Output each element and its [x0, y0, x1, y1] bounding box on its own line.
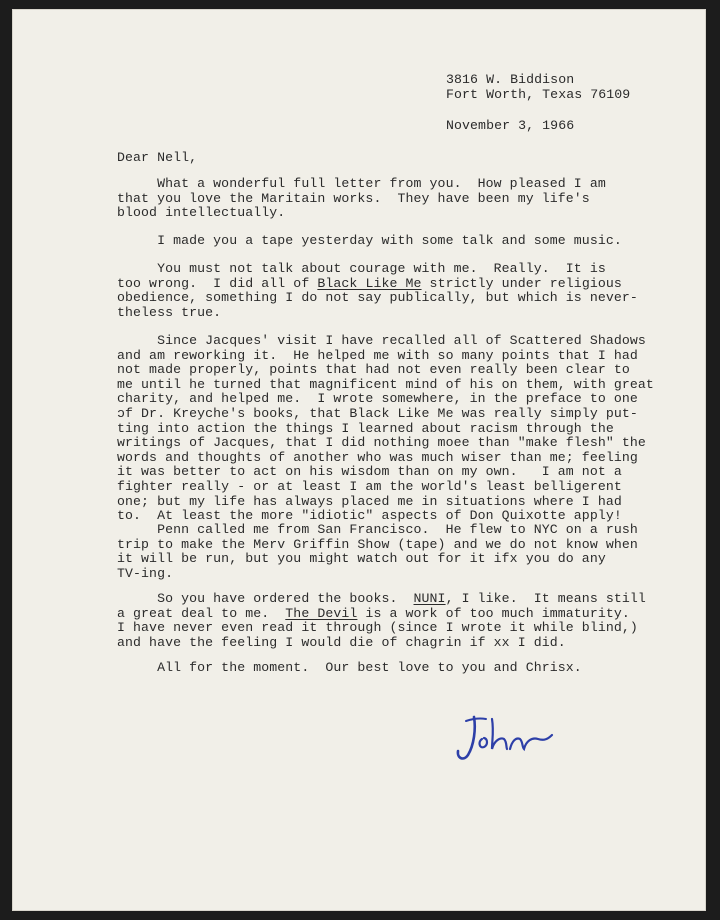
text-line: and am reworking it. He helped me with so many points that I had [117, 347, 638, 363]
text-line: blood intellectually. [117, 205, 286, 221]
text-line: and have the feeling I would die of chagrin if xx I did. [117, 634, 566, 650]
text-line: I have never even read it through (since I wrote it while blind,) [117, 620, 638, 636]
text-line: to. At least the more "idiotic" aspects of Don Quixotte apply! [117, 508, 622, 524]
text-line: not made properly, points that had not even really been clear to [117, 362, 630, 378]
text-line: it will be run, but you might watch out for it ifx you do any [117, 551, 606, 567]
text-line [117, 277, 638, 292]
text-line: You must not talk about courage with me. Really. It is [117, 261, 606, 276]
text-line: writings of Jacques, that I did nothing moee than "make flesh" the [117, 435, 646, 451]
handwritten-signature [452, 709, 562, 769]
text-line: ɔf Dr. Kreyche's books, that Black Like Me was really simply put- [117, 405, 638, 421]
book-title-nuni: NUNI [413, 591, 446, 606]
text-segment: , I like. It means still [445, 591, 646, 606]
text-line: obedience, something I do not say publically, but which is never- [117, 290, 638, 306]
text-line [117, 607, 646, 622]
paragraph-3 [117, 262, 638, 320]
paragraph-4 [117, 334, 654, 524]
text-line: What a wonderful full letter from you. How pleased I am [117, 176, 606, 191]
text-line: one; but my life has always placed me in situations where I had [117, 493, 622, 509]
paragraph-1 [117, 177, 606, 221]
letter-date: November 3, 1966 [446, 118, 575, 133]
text-segment: is a work of too much immaturity. [357, 605, 630, 621]
text-line [117, 592, 646, 607]
text-line: TV-ing. [117, 565, 174, 581]
book-title-black-like-me: Black Like Me [317, 275, 422, 291]
text-line: me until he turned that magnificent mind of his on them, with great [117, 376, 654, 392]
address-line: 3816 W. Biddison [446, 72, 575, 87]
text-line: charity, and helped me. I wrote somewhere, in the preface to one [117, 391, 638, 407]
signature-icon [452, 709, 562, 769]
paragraph-5 [117, 523, 638, 581]
letter-page [12, 9, 706, 911]
text-segment: a great deal to me. [117, 605, 286, 621]
text-line: Since Jacques' visit I have recalled all of Scattered Shadows [117, 333, 646, 348]
return-address [446, 73, 630, 102]
text-line: theless true. [117, 304, 222, 320]
text-line: Penn called me from San Francisco. He flew to NYC on a rush [117, 522, 638, 537]
text-line: trip to make the Merv Griffin Show (tape) and we do not know when [117, 536, 638, 552]
text-segment: So you have ordered the books. [117, 591, 414, 606]
text-line: it was better to act on his wisdom than on my own. I am not a [117, 464, 622, 480]
book-title-the-devil: The Devil [285, 605, 358, 621]
text-segment: too wrong. I did all of [117, 275, 318, 291]
salutation: Dear Nell, [117, 150, 198, 165]
text-line: ting into action the things I learned about racism through the [117, 420, 614, 436]
paragraph-6 [117, 592, 646, 650]
text-line: that you love the Maritain works. They have been my life's [117, 190, 590, 206]
text-segment: strictly under religious [421, 275, 622, 291]
paragraph-7: All for the moment. Our best love to you and Chrisx. [117, 660, 582, 675]
text-line: fighter really - or at least I am the world's least belligerent [117, 478, 622, 494]
address-line: Fort Worth, Texas 76109 [446, 86, 631, 102]
text-line: words and thoughts of another who was much wiser than me; feeling [117, 449, 638, 465]
paragraph-2: I made you a tape yesterday with some talk and some music. [117, 233, 622, 248]
